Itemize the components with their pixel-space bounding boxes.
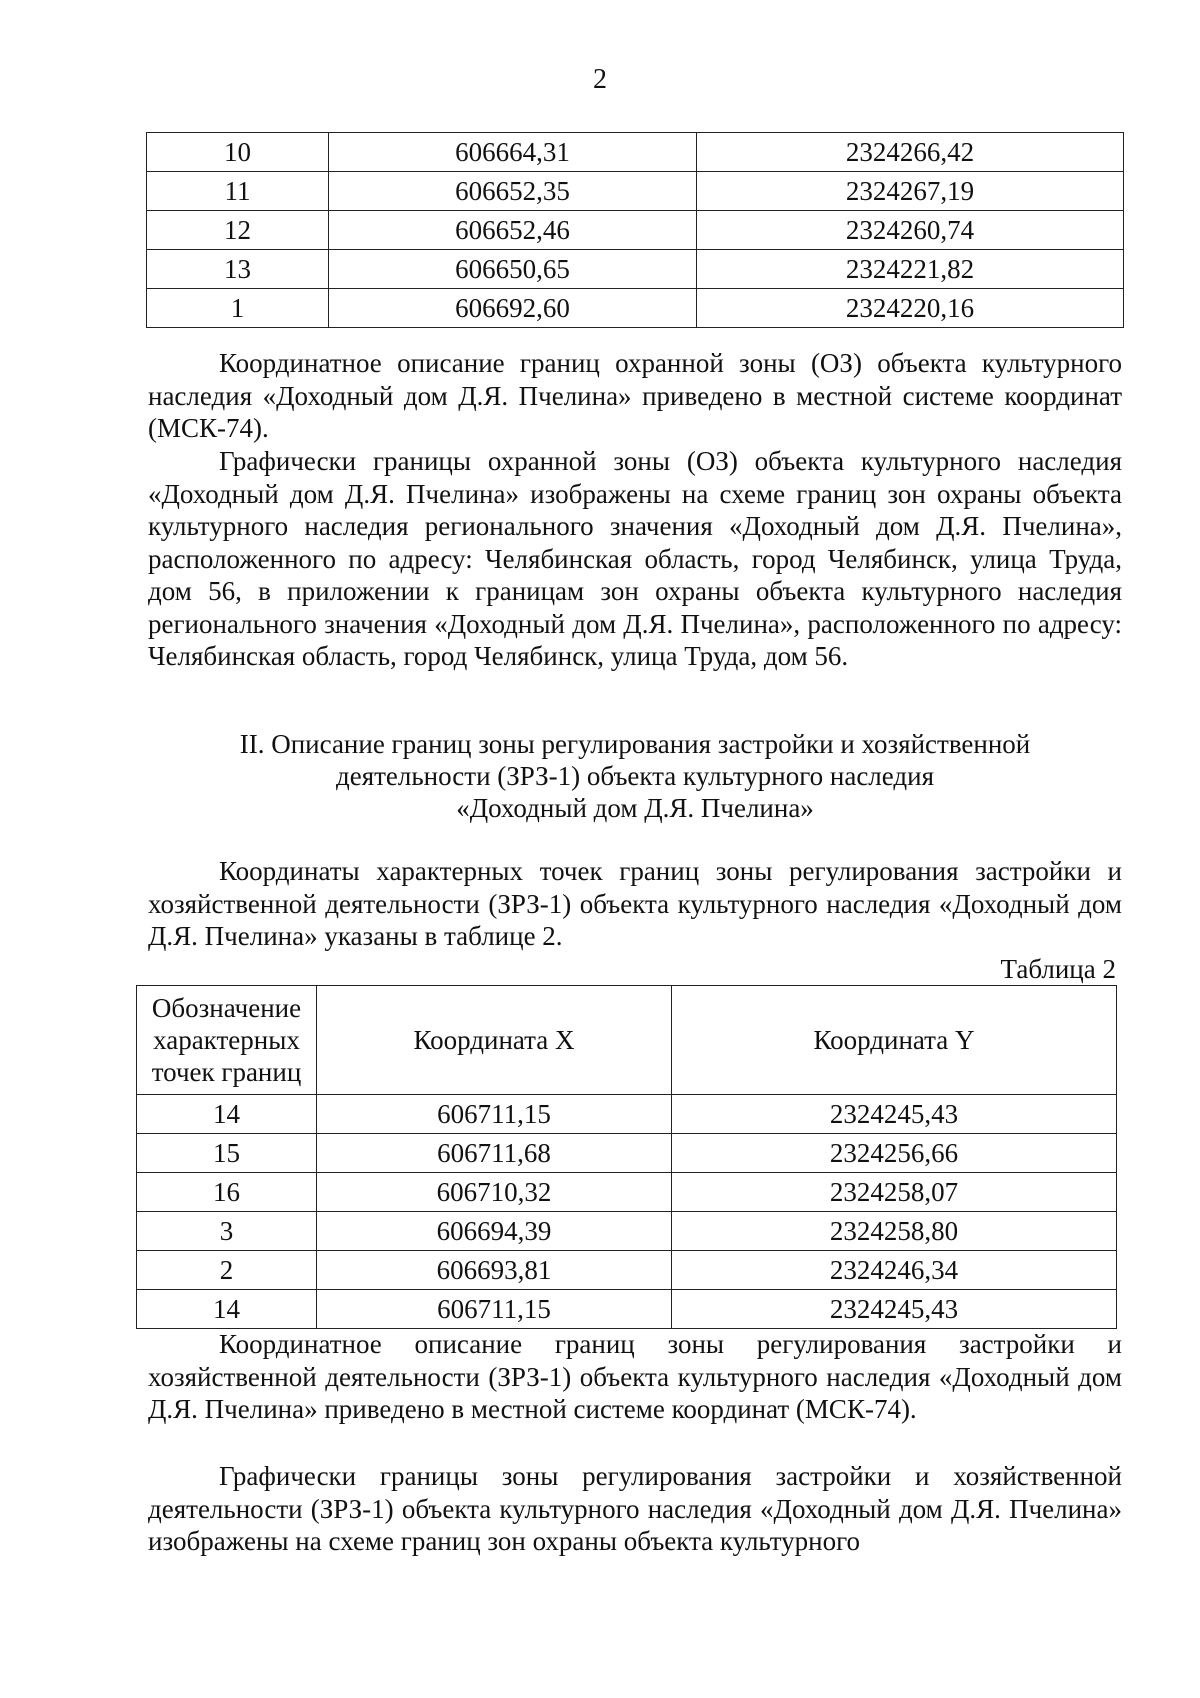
point-cell: 12 (147, 211, 329, 250)
point-cell: 3 (137, 1212, 317, 1251)
point-cell: 15 (137, 1134, 317, 1173)
heading-line: деятельности (ЗРЗ-1) объекта культурного наследия (335, 761, 935, 791)
header-line: Обозначение (151, 993, 302, 1023)
y-cell: 2324267,19 (697, 172, 1124, 211)
x-cell: 606650,65 (329, 250, 697, 289)
point-cell: 13 (147, 250, 329, 289)
x-cell: 606710,32 (317, 1173, 672, 1212)
paragraph-oz-coordinates: Координатное описание границ охранной зоны (ОЗ) объекта культурного наследия «Доходный дом Д.Я. Пчелина» приведено в местной системе координат (МСК-74). (148, 348, 1122, 443)
point-header (137, 986, 317, 1095)
paragraph-oz-graphic: Графически границы охранной зоны (ОЗ) объекта культурного наследия «Доходный дом Д.Я. Пчелина» изображены на схеме границ зон охраны объекта культурного наследия регионального значения «Доходный дом Д.Я. Пчелина», расположенного по адресу: Челябинская область, город Челябинск, улица Труда, дом 56, в приложении к границам зон охраны объекта культурного наследия регионального значения «Доходный дом Д.Я. Пчелина», расположенного по адресу: Челябинская область, город Челябинск, улица Труда, дом 56. (148, 446, 1122, 671)
y-cell: 2324220,16 (697, 289, 1124, 328)
table-header-row (137, 986, 1117, 1095)
section-heading (148, 728, 1122, 824)
y-cell: 2324221,82 (697, 250, 1124, 289)
point-cell: 10 (147, 133, 329, 172)
x-cell: 606694,39 (317, 1212, 672, 1251)
table-row (147, 172, 1124, 211)
table-row (147, 133, 1124, 172)
x-cell: 606711,15 (317, 1095, 672, 1134)
table-row (137, 1095, 1117, 1134)
x-cell: 606652,35 (329, 172, 697, 211)
y-cell: 2324258,80 (672, 1212, 1117, 1251)
y-cell: 2324245,43 (672, 1290, 1117, 1329)
heading-line: «Доходный дом Д.Я. Пчелина» (456, 793, 814, 823)
table-row (137, 1134, 1117, 1173)
table-row (147, 289, 1124, 328)
x-header: Координата X (317, 986, 672, 1095)
y-header: Координата Y (672, 986, 1117, 1095)
table-row (137, 1251, 1117, 1290)
page-number: 2 (593, 64, 607, 95)
point-cell: 11 (147, 172, 329, 211)
x-cell: 606692,60 (329, 289, 697, 328)
table-2-label: Таблица 2 (1000, 954, 1116, 984)
y-cell: 2324245,43 (672, 1095, 1117, 1134)
heading-line: II. Описание границ зоны регулирования застройки и хозяйственной (239, 729, 1031, 759)
y-cell: 2324260,74 (697, 211, 1124, 250)
table-row (147, 211, 1124, 250)
x-cell: 606664,31 (329, 133, 697, 172)
table-row (147, 250, 1124, 289)
coordinates-table-2 (136, 985, 1117, 1329)
paragraph-zrz-coordinates: Координатное описание границ зоны регулирования застройки и хозяйственной деятельности (ЗРЗ-1) объекта культурного наследия «Доходный дом Д.Я. Пчелина» приведено в местной системе координат (МСК-74). (148, 1329, 1122, 1424)
table-row (137, 1173, 1117, 1212)
x-cell: 606711,15 (317, 1290, 672, 1329)
point-cell: 14 (137, 1095, 317, 1134)
header-line: характерных (153, 1025, 300, 1055)
header-line: точек границ (151, 1057, 302, 1087)
table-row (137, 1290, 1117, 1329)
y-cell: 2324246,34 (672, 1251, 1117, 1290)
y-cell: 2324256,66 (672, 1134, 1117, 1173)
y-cell: 2324266,42 (697, 133, 1124, 172)
coordinates-table-1 (146, 132, 1124, 328)
x-cell: 606711,68 (317, 1134, 672, 1173)
paragraph-zrz-graphic: Графически границы зоны регулирования застройки и хозяйственной деятельности (ЗРЗ-1) объекта культурного наследия «Доходный дом Д.Я. Пчелина» изображены на схеме границ зон охраны объекта культурного (148, 1461, 1122, 1556)
point-cell: 16 (137, 1173, 317, 1212)
table-row (137, 1212, 1117, 1251)
point-cell: 14 (137, 1290, 317, 1329)
point-cell: 1 (147, 289, 329, 328)
paragraph-zrz-intro: Координаты характерных точек границ зоны регулирования застройки и хозяйственной деятельности (ЗРЗ-1) объекта культурного наследия «Доходный дом Д.Я. Пчелина» указаны в таблице 2. (148, 856, 1122, 951)
x-cell: 606693,81 (317, 1251, 672, 1290)
y-cell: 2324258,07 (672, 1173, 1117, 1212)
point-cell: 2 (137, 1251, 317, 1290)
x-cell: 606652,46 (329, 211, 697, 250)
